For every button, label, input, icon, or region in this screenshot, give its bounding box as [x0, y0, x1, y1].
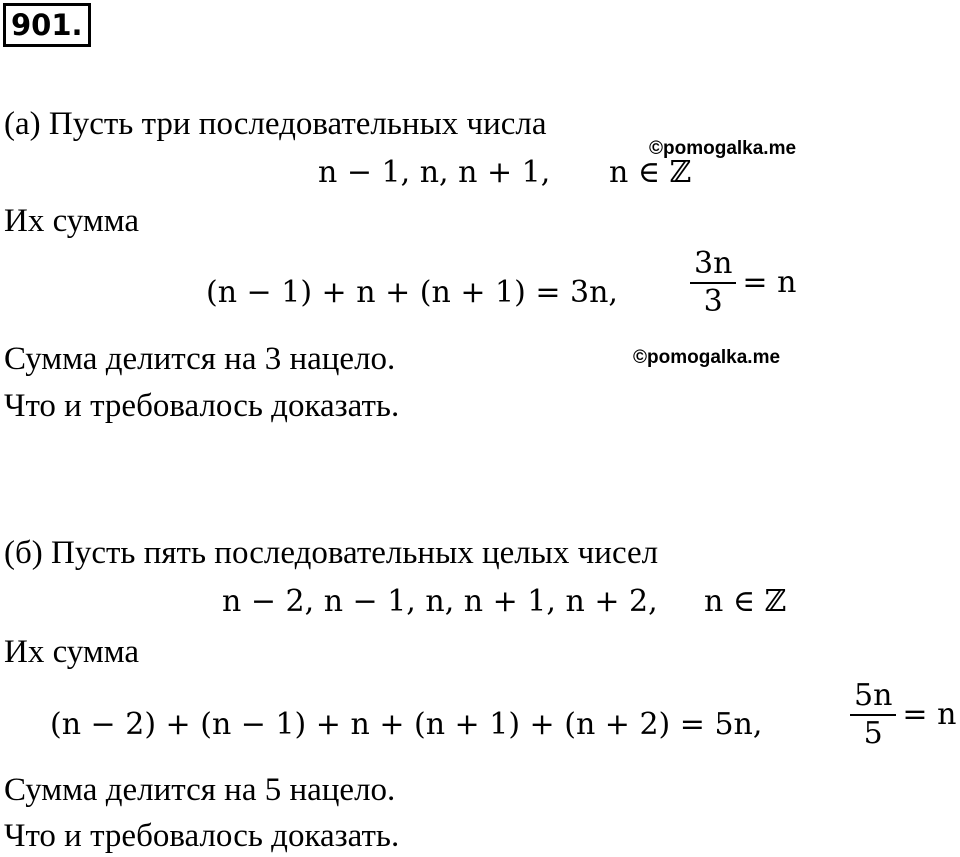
- part-b-conclusion: Сумма делится на 5 нацело.: [4, 772, 396, 808]
- part-b-domain: n ∈ ℤ: [704, 584, 787, 619]
- part-b-fraction-numerator: 5n: [850, 678, 896, 716]
- part-a-domain: n ∈ ℤ: [609, 155, 692, 190]
- part-a-fraction-numerator: 3n: [690, 246, 736, 284]
- problem-number: 901.: [3, 3, 91, 47]
- part-a-fraction-denominator: 3: [703, 284, 723, 319]
- part-b-equation: (n − 2) + (n − 1) + n + (n + 1) + (n + 2) = 5n,: [50, 707, 763, 742]
- watermark-middle: ©pomogalka.me: [633, 347, 781, 368]
- part-b-intro: (б) Пусть пять последовательных целых чисел: [4, 535, 659, 571]
- watermark-top: ©pomogalka.me: [649, 138, 797, 159]
- part-a-fraction-expression: [688, 246, 796, 320]
- part-b-fraction-result: = n: [902, 697, 957, 732]
- part-b-sum-label: Их сумма: [4, 634, 140, 670]
- part-a-fraction-result: = n: [742, 265, 797, 300]
- part-b-fraction: [850, 678, 896, 752]
- part-b-qed: Что и требовалось доказать.: [4, 818, 400, 854]
- part-a-equation: (n − 1) + n + (n + 1) = 3n,: [206, 275, 618, 310]
- part-b-fraction-expression: [848, 678, 956, 752]
- part-a-conclusion: Сумма делится на 3 нацело.: [4, 341, 396, 377]
- part-a-sum-label: Их сумма: [4, 203, 140, 239]
- part-b-numbers: n − 2, n − 1, n, n + 1, n + 2,: [222, 584, 658, 619]
- part-b-fraction-denominator: 5: [863, 716, 883, 751]
- part-a-qed: Что и требовалось доказать.: [4, 388, 400, 424]
- part-a-fraction: [690, 246, 736, 320]
- part-a-intro: (а) Пусть три последовательных числа: [4, 106, 547, 142]
- part-a-numbers: n − 1, n, n + 1,: [318, 155, 551, 190]
